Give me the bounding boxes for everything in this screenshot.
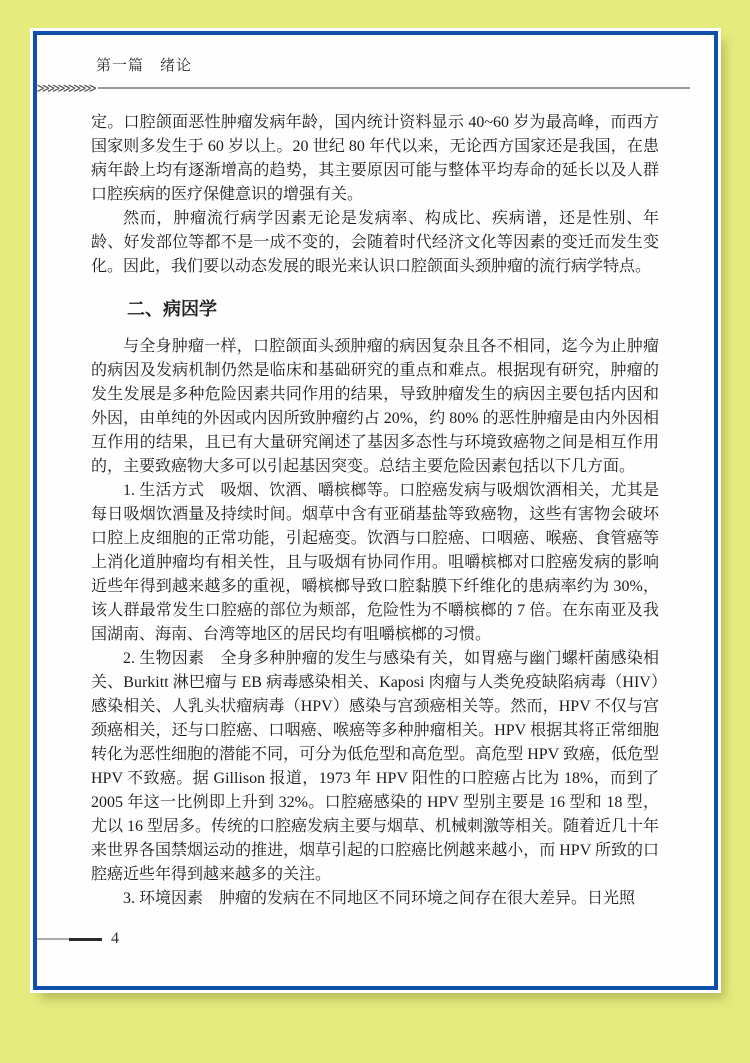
book-page xyxy=(33,31,718,990)
page-number: 4 xyxy=(111,930,119,947)
body-paragraph: 定。口腔颌面恶性肿瘤发病年龄，国内统计资料显示 40~60 岁为最高峰，而西方国家则多发生于 60 岁以上。20 世纪 80 年代以来，无论西方国家还是我国，在患病年龄上均有逐渐增高的趋势，其主要原因可能与整体平均寿命的延长以及人群口腔疾病的医疗保健意识的增强有关。 xyxy=(91,114,659,203)
header-rule xyxy=(98,87,690,89)
body-paragraph: 2. 生物因素 全身多种肿瘤的发生与感染有关，如胃癌与幽门螺杆菌感染相关、Burkitt 淋巴瘤与 EB 病毒感染相关、Kaposi 肉瘤与人类免疫缺陷病毒（HIV）感染相关、人乳头状瘤病毒（HPV）感染与宫颈癌相关等。然而，HPV 不仅与宫颈癌相关，还与口腔癌、口咽癌、喉癌等多种肿瘤相关。HPV 根据其将正常细胞转化为恶性细胞的潜能不同，可分为低危型和高危型。高危型 HPV 致癌，低危型 HPV 不致癌。据 Gillison 报道，1973 年 HPV 阳性的口腔癌占比为 18%，而到了 2005 年这一比例即上升到 32%。口腔癌感染的 HPV 型别主要是 16 型和 18 型，尤以 16 型居多。传统的口腔癌发病主要与烟草、机械刺激等相关。随着近几十年来世界各国禁烟运动的推进，烟草引起的口腔癌比例越来越小，而 HPV 所致的口腔癌近些年得到越来越多的关注。 xyxy=(91,650,660,883)
section-label: 第一篇 绪论 xyxy=(96,58,193,74)
page-body xyxy=(37,111,714,911)
header-rule-row xyxy=(37,79,714,97)
footer-rule-gray xyxy=(37,938,69,940)
body-paragraph: 1. 生活方式 吸烟、饮酒、嚼槟榔等。口腔癌发病与吸烟饮酒相关，尤其是每日吸烟饮酒量及持续时间。烟草中含有亚硝基盐等致癌物，这些有害物会破坏口腔上皮细胞的正常功能，引起癌变。饮酒与口腔癌、口咽癌、喉癌、食管癌等上消化道肿瘤均有相关性，且与吸烟有协同作用。咀嚼槟榔对口腔癌发病的影响近些年得到越来越多的重视，嚼槟榔导致口腔黏膜下纤维化的患病率约为 30%，该人群最常发生口腔癌的部位为颊部，危险性为不嚼槟榔的 7 倍。在东南亚及我国湖南、海南、台湾等地区的居民均有咀嚼槟榔的习惯。 xyxy=(91,482,659,643)
chevrons-icon: >>>>>>>>>>> xyxy=(37,79,95,97)
body-paragraph: 然而，肿瘤流行病学因素无论是发病率、构成比、疾病谱，还是性别、年龄、好发部位等都不是一成不变的，会随着时代经济文化等因素的变迁而发生变化。因此，我们要以动态发展的眼光来认识口腔颌面头颈肿瘤的流行病学特点。 xyxy=(91,210,659,275)
page-footer xyxy=(37,930,119,948)
footer-rule-black xyxy=(69,938,102,941)
page-header xyxy=(37,35,714,97)
section-heading: 二、病因学 xyxy=(127,299,217,319)
body-paragraph: 3. 环境因素 肿瘤的发病在不同地区不同环境之间存在很大差异。日光照 xyxy=(123,890,636,907)
body-paragraph: 与全身肿瘤一样，口腔颌面头颈肿瘤的病因复杂且各不相同，迄今为止肿瘤的病因及发病机制仍然是临床和基础研究的重点和难点。根据现有研究，肿瘤的发生发展是多种危险因素共同作用的结果，导致肿瘤发生的病因主要包括内因和外因，由单纯的外因或内因所致肿瘤约占 20%，约 80% 的恶性肿瘤是由内外因相互作用的结果，且已有大量研究阐述了基因多态性与环境致癌物之间是相互作用的，主要致癌物大多可以引起基因突变。总结主要危险因素包括以下几方面。 xyxy=(91,338,659,475)
